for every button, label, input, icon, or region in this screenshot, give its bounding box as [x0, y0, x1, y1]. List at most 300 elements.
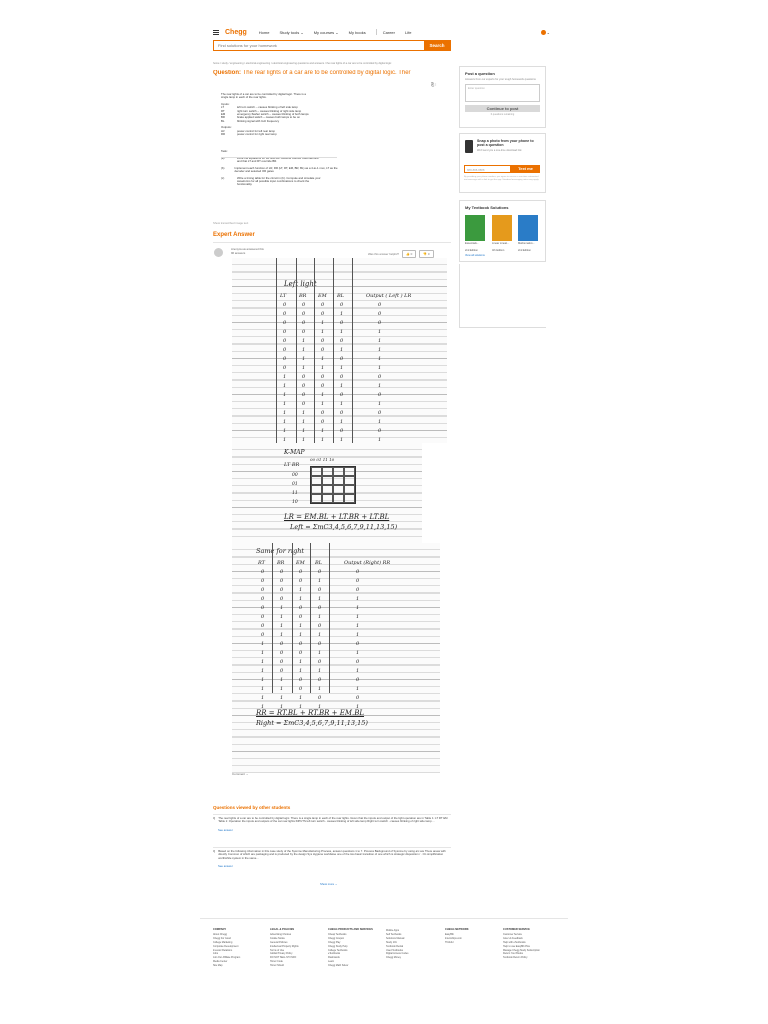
table-cell: 0	[283, 356, 287, 362]
upvote-count: 0	[410, 252, 413, 256]
footer-link[interactable]: Site Map	[213, 964, 223, 968]
table-cell: 1	[321, 428, 325, 434]
table-cell: 1	[302, 410, 306, 416]
table-rule	[314, 258, 315, 443]
table-cell: 1	[261, 677, 265, 683]
thumbs-up-button[interactable]	[402, 250, 416, 258]
thumbs-up-icon: 👍	[406, 252, 410, 256]
table-cell: 1	[378, 338, 382, 344]
footer-link[interactable]: Advertising Choices	[270, 932, 292, 936]
table-cell: 1	[378, 347, 382, 353]
table-cell: 1	[302, 356, 306, 362]
divider	[213, 242, 451, 243]
footer-heading: CHEGG NETWORK	[445, 928, 469, 931]
kmap-grid	[310, 466, 356, 504]
footer-link[interactable]: Terms of Use	[270, 948, 285, 952]
footer-link[interactable]: Jobs	[213, 952, 219, 956]
outputs-label: Outputs:	[221, 125, 232, 130]
task-text: functionality.	[237, 182, 253, 187]
table-cell: 0	[280, 569, 284, 575]
table-rule	[333, 258, 334, 443]
nav-life[interactable]: Life	[405, 29, 412, 35]
footer-link[interactable]: Return Your Books	[503, 952, 523, 956]
kmap-cell	[333, 494, 344, 503]
table-cell: 1	[356, 632, 360, 638]
footer-link[interactable]: Chegg For Good	[213, 936, 231, 940]
thumbs-down-icon: 👎	[423, 252, 428, 256]
book-cover[interactable]	[465, 215, 485, 241]
table-cell: 0	[378, 428, 382, 434]
table-cell: 0	[378, 302, 382, 308]
input-desc: left turn switch -- causes blinking of left side lamp	[237, 105, 298, 110]
kmap-row: 11	[292, 491, 298, 496]
table-cell: 0	[261, 623, 265, 629]
footer-link[interactable]: College Textbooks	[328, 948, 348, 952]
table-cell: 0	[299, 677, 303, 683]
footer-link[interactable]: Mobile Apps	[386, 929, 400, 932]
nav-career[interactable]: Career	[382, 29, 395, 35]
table-cell: 1	[321, 365, 325, 371]
right-equation: RR = RT.BL + RT.BR + EM.BL	[256, 709, 365, 717]
table-cell: 1	[280, 623, 284, 629]
table-cell: 1	[340, 311, 344, 317]
table-cell: 0	[356, 659, 360, 665]
table-cell: 0	[378, 410, 382, 416]
input-desc: brake applied switch -- causes both lamps to be on	[237, 115, 300, 120]
table-cell: 1	[318, 704, 322, 710]
kmap-cell	[311, 476, 322, 485]
thumbs-down-button[interactable]	[419, 250, 433, 258]
table-cell: 0	[283, 365, 287, 371]
table-cell: 1	[302, 365, 306, 371]
task-text: Write a timing table for the circuit in (b). Compute and simulate your	[237, 175, 321, 180]
phone-icon	[465, 140, 473, 153]
table-cell: 1	[321, 356, 325, 362]
table-cell: 0	[261, 614, 265, 620]
footer-link[interactable]: Help with eTextbooks	[503, 940, 526, 944]
viewed-question-text[interactable]: Based on the following information in this case study of the Sysnme Manufacturing Process, answer questions 1 to 7. Process Background of Sysnme by using a/c are There areas with directly Common of which are packaging and is produced by the design Sys Hygiene worldwise one of the two basic transition of one which is strategic disposition r . On simplification worthwhile system in the same...	[218, 849, 446, 860]
task-row	[221, 177, 341, 187]
input-code: RT	[221, 108, 225, 113]
footer-link[interactable]: Help to use EasyBib Plus	[503, 944, 530, 948]
comment-link[interactable]: Comment ⌄	[232, 772, 249, 776]
table-cell: 1	[340, 365, 344, 371]
divider	[221, 157, 337, 158]
table-cell: 1	[356, 623, 360, 629]
chegg-logo[interactable]: Chegg	[225, 28, 247, 36]
task-code: (c)	[221, 175, 225, 180]
inputs-label: Inputs:	[221, 101, 230, 106]
table-cell: 0	[302, 311, 306, 317]
kmap-cell	[344, 476, 355, 485]
table-rule	[276, 258, 277, 443]
table-cell: 1	[340, 347, 344, 353]
footer-link[interactable]: Intellectual Property Rights	[270, 944, 299, 948]
table-cell: 0	[280, 596, 284, 602]
footer-column	[503, 928, 540, 960]
footer-link[interactable]: Global Privacy Policy	[270, 952, 293, 956]
kmap-cell	[344, 467, 355, 476]
book-caption	[465, 242, 489, 252]
table-cell: 1	[378, 356, 382, 362]
table-header-cell: BR	[277, 560, 285, 566]
viewed-question-text[interactable]: The rear lights of a car are to be controlled by digital logic. There is a single lamp in each of the rear lights. Given that the inputs and output of the light operation are in Table 1: LT RT EM Table 1: Operation the inputs and outputs of the car rear lights INPUTS left turn switch - causes blinking of left side lamp Right turn switch - causes blinking of right side lamp ...	[218, 816, 448, 824]
table-cell: 0	[340, 356, 344, 362]
table-cell: 0	[299, 605, 303, 611]
account-menu[interactable]	[541, 29, 550, 35]
table-cell: 1	[261, 668, 265, 674]
table-cell: 1	[302, 347, 306, 353]
book-cover[interactable]	[518, 215, 538, 241]
question-intro-2: single lamp in each of the rear lights.	[221, 95, 267, 100]
table-cell: 0	[321, 410, 325, 416]
kmap-label: K-MAP	[284, 449, 305, 456]
table-cell: 1	[340, 437, 344, 443]
question-input[interactable]: Enter question	[465, 84, 540, 102]
table-cell: 0	[378, 311, 382, 317]
table-cell: 0	[302, 401, 306, 407]
post-question-card	[459, 66, 546, 128]
downvote-count: 0	[427, 252, 430, 256]
table-cell: 0	[299, 578, 303, 584]
table-header-cell: RT	[258, 560, 266, 566]
table-cell: 1	[283, 419, 287, 425]
table-cell: 0	[280, 578, 284, 584]
search-input[interactable]	[214, 41, 424, 50]
footer-link[interactable]: Textbook Rental	[386, 944, 404, 948]
table-cell: 0	[340, 374, 344, 380]
footer-heading: CUSTOMER SERVICE	[503, 928, 530, 931]
chevron-down-icon: ⌄	[546, 29, 550, 35]
table-cell: 1	[356, 605, 360, 611]
table-cell: 0	[283, 302, 287, 308]
table-cell: 0	[356, 569, 360, 575]
table-cell: 0	[321, 338, 325, 344]
question-label: Question:	[213, 70, 241, 76]
nav-divider	[376, 29, 377, 35]
input-row	[221, 120, 341, 123]
textbook-solutions-card	[459, 200, 546, 262]
footer-link[interactable]: Learn	[328, 960, 335, 964]
table-cell: 1	[340, 401, 344, 407]
right-title: Same for right	[256, 547, 305, 555]
avatar-icon	[541, 30, 546, 35]
input-code: BR	[221, 115, 225, 120]
table-cell: 0	[356, 695, 360, 701]
table-cell: 0	[318, 641, 322, 647]
footer-link[interactable]: Study 101	[386, 940, 397, 944]
footer-link[interactable]: Chegg Money	[386, 956, 401, 960]
table-cell: 0	[261, 596, 265, 602]
table-header-cell: BL	[315, 560, 322, 566]
table-rule	[292, 543, 293, 693]
table-cell: 1	[378, 365, 382, 371]
left-minterms: Left = ΣmC3,4,5,6,7,9,11,13,15)	[290, 523, 398, 531]
top-header	[213, 26, 553, 38]
table-cell: 1	[340, 419, 344, 425]
table-cell: 0	[318, 569, 322, 575]
table-cell: 1	[356, 596, 360, 602]
footer-link[interactable]: Corporate Development	[213, 944, 239, 948]
kmap-cell	[322, 494, 333, 503]
footer-link[interactable]: Give Us Feedback	[503, 936, 523, 940]
table-cell: 1	[261, 659, 265, 665]
kmap-cell	[322, 485, 333, 494]
footer-link[interactable]: eTextbooks	[328, 952, 341, 956]
text-me-button[interactable]: Text me	[511, 165, 540, 173]
bookmark-icon[interactable]: ⎘	[431, 82, 435, 87]
footer-link[interactable]: Join Our Affiliate Program	[213, 956, 241, 960]
table-cell: 1	[321, 392, 325, 398]
footer-link[interactable]: General Policies	[270, 940, 288, 944]
textbook-title: My Textbook Solutions	[465, 205, 509, 210]
table-cell: 1	[340, 383, 344, 389]
table-cell: 1	[283, 428, 287, 434]
footer-link[interactable]: Cheap Textbooks	[328, 932, 347, 936]
table-cell: 1	[378, 401, 382, 407]
table-rule	[272, 543, 273, 693]
table-cell: 0	[283, 347, 287, 353]
answer-image-right-table	[232, 543, 440, 773]
footer-link[interactable]: Chegg Study Help	[328, 944, 348, 948]
table-cell: 0	[356, 677, 360, 683]
table-rule	[352, 258, 353, 443]
footer-link[interactable]: Honor Shield	[270, 964, 284, 968]
footer-link[interactable]: Internships.com	[445, 936, 462, 940]
footer-link[interactable]: College Marketing	[213, 940, 233, 944]
table-cell: 0	[261, 632, 265, 638]
table-cell: 0	[340, 410, 344, 416]
footer-link[interactable]: About Chegg	[213, 932, 227, 936]
post-title: Post a question	[465, 71, 495, 76]
footer-link[interactable]: Textbook Return Policy	[503, 956, 528, 960]
book-title: Essentials...	[465, 242, 479, 245]
share-icon[interactable]: ⋮	[435, 82, 437, 87]
viewed-question-row	[213, 850, 451, 860]
show-transcribed-link[interactable]: Show transcribed image text	[213, 221, 249, 225]
table-cell: 1	[299, 668, 303, 674]
task-row	[221, 167, 341, 174]
table-cell: 1	[318, 596, 322, 602]
output-desc: power control for right rear lamp	[237, 132, 277, 137]
table-cell: 0	[321, 302, 325, 308]
table-cell: 1	[261, 641, 265, 647]
table-cell: 1	[299, 632, 303, 638]
kmap-cell	[344, 485, 355, 494]
footer-link[interactable]: Chegg Coupon	[328, 936, 345, 940]
feedback-prompt: Was this answer helpful?	[368, 252, 399, 256]
table-cell: 0	[318, 677, 322, 683]
question-icon: Q	[213, 849, 216, 853]
footer-link[interactable]: Manage Chegg Study Subscription	[503, 948, 540, 952]
question-intro-1: The rear lights of a car are to be controlled by digital logic. There is a	[221, 92, 306, 96]
table-cell: 0	[283, 320, 287, 326]
book-cover[interactable]	[492, 215, 512, 241]
table-cell: 1	[356, 668, 360, 674]
task-text: Implement each function of LR, RR (LT, RT, EM, BR, BL) as a 4-to-1 mux, LT as the decoder and selected OR gates	[234, 165, 338, 174]
sidebar-rule	[459, 327, 546, 328]
footer-heading: LEGAL & POLICIES	[270, 928, 295, 931]
search-bar	[213, 40, 451, 51]
table-cell: 1	[283, 410, 287, 416]
snap-title: Snap a photo from your phone to post a question	[477, 139, 534, 147]
table-cell: 1	[378, 383, 382, 389]
table-cell: 1	[356, 704, 360, 710]
table-cell: 0	[283, 311, 287, 317]
kmap-cell	[333, 467, 344, 476]
table-cell: 0	[340, 338, 344, 344]
phone-number-input[interactable]: 888-888-8888	[464, 165, 511, 173]
footer-link[interactable]: Sell Textbooks	[386, 932, 402, 936]
tasks-label: Task:	[221, 149, 228, 154]
table-cell: 1	[283, 437, 287, 443]
table-cell: 1	[302, 437, 306, 443]
footer-link[interactable]: Honor Code	[270, 960, 283, 964]
table-cell: 0	[302, 320, 306, 326]
table-cell: 0	[283, 329, 287, 335]
table-cell: 1	[378, 437, 382, 443]
table-cell: 1	[318, 578, 322, 584]
footer-column	[386, 928, 408, 960]
table-cell: 0	[321, 374, 325, 380]
left-equation: LR = EM.BL + LT.BR + LT.BL	[284, 513, 390, 521]
table-cell: 0	[261, 587, 265, 593]
input-code: LT	[221, 105, 225, 110]
footer-link[interactable]: DO NOT SELL MY INFO	[270, 956, 297, 960]
viewed-question-row	[213, 817, 451, 824]
table-cell: 1	[280, 614, 284, 620]
kmap-cell	[344, 494, 355, 503]
table-cell: 0	[356, 587, 360, 593]
table-cell: 0	[340, 320, 344, 326]
footer-link[interactable]: Customer Service	[503, 932, 522, 936]
footer-divider	[200, 918, 568, 919]
table-header-cell: LT	[280, 293, 287, 299]
book-edition: 2nd Edition	[518, 249, 531, 252]
footer-link[interactable]: Digital Access Codes	[386, 952, 409, 956]
kmap-cell	[333, 485, 344, 494]
kmap-cell	[322, 476, 333, 485]
table-cell: 1	[280, 704, 284, 710]
question-title	[213, 70, 451, 76]
footer-link[interactable]: Cookie Notice	[270, 936, 285, 940]
table-cell: 1	[280, 632, 284, 638]
table-cell: 1	[321, 329, 325, 335]
table-cell: 0	[280, 587, 284, 593]
nav-home[interactable]: Home	[258, 29, 270, 35]
input-desc: right turn switch -- causes blinking of right side lamp	[237, 108, 302, 113]
table-cell: 0	[340, 392, 344, 398]
table-cell: 1	[280, 605, 284, 611]
kmap-cell	[333, 476, 344, 485]
table-rule	[329, 543, 330, 693]
snap-subtitle: We'll send you a one-time download link	[477, 149, 522, 152]
sidebar-rule	[459, 264, 460, 327]
table-header-cell: BR	[299, 293, 307, 299]
table-cell: 0	[321, 347, 325, 353]
table-cell: 0	[318, 605, 322, 611]
questions-remaining: 0 questions remaining	[490, 113, 515, 116]
footer-link[interactable]: Flashcards	[328, 956, 340, 960]
nav-my-courses[interactable]: My courses ⌄	[313, 29, 339, 35]
table-rule	[310, 543, 311, 693]
table-cell: 0	[299, 641, 303, 647]
kmap-cell	[322, 467, 333, 476]
answerer-name[interactable]: Anonymous answered this	[231, 247, 264, 251]
table-cell: 0	[302, 383, 306, 389]
table-cell: 1	[283, 374, 287, 380]
footer-link[interactable]: Media Center	[213, 960, 228, 964]
table-cell: 1	[299, 659, 303, 665]
question-body	[221, 93, 341, 187]
table-cell: 1	[280, 677, 284, 683]
output-code: RR	[221, 132, 226, 137]
footer-link[interactable]: Thinkful	[445, 940, 454, 944]
table-cell: 0	[321, 383, 325, 389]
post-subtitle: Answers from our experts for your tough homework questions	[465, 78, 536, 81]
kmap-row-labels	[292, 471, 298, 507]
book-edition: 2nd Edition	[465, 249, 478, 252]
footer-link[interactable]: EasyBib	[445, 932, 454, 936]
nav-study-tools[interactable]: Study tools ⌄	[279, 29, 304, 35]
footer-link[interactable]: Chegg Math Solver	[328, 964, 349, 968]
table-cell: 1	[280, 686, 284, 692]
footer-link[interactable]: Investor Relations	[213, 948, 233, 952]
nav-my-books[interactable]: My books	[348, 29, 366, 35]
table-cell: 1	[356, 650, 360, 656]
table-cell: 1	[378, 419, 382, 425]
continue-to-post-button[interactable]: Continue to post	[465, 105, 540, 112]
footer-link[interactable]: Chegg Play	[328, 940, 341, 944]
table-cell: 0	[321, 311, 325, 317]
footer-link[interactable]: Used Textbooks	[386, 948, 403, 952]
table-cell: 0	[280, 641, 284, 647]
book-title: Linear Lineal...	[492, 242, 510, 245]
table-cell: 1	[340, 329, 344, 335]
table-cell: 0	[321, 419, 325, 425]
left-light-title: Left light	[284, 280, 317, 288]
search-button[interactable]: Search	[424, 41, 450, 50]
breadcrumb[interactable]: home / study / engineering / electrical engineering / electrical engineering questions and answers / the rear lights of a car are to be controlled by digital logic	[213, 62, 392, 65]
table-cell: 0	[261, 578, 265, 584]
kmap-row: 00	[292, 473, 298, 478]
table-cell: 1	[261, 686, 265, 692]
table-cell: 0	[318, 623, 322, 629]
show-more-link[interactable]: Show more ⌄	[320, 882, 338, 886]
see-answer-link[interactable]: See answer	[218, 863, 233, 868]
table-header-cell: Output ( Left ) LR	[366, 293, 412, 299]
table-cell: 0	[280, 650, 284, 656]
table-cell: 0	[302, 302, 306, 308]
table-cell: 1	[283, 392, 287, 398]
footer-column	[445, 928, 469, 945]
menu-icon[interactable]	[213, 30, 219, 35]
table-cell: 1	[318, 632, 322, 638]
table-cell: 1	[318, 668, 322, 674]
table-cell: 1	[321, 401, 325, 407]
right-minterms: Right = ΣmC3,4,5,6,7,9,11,13,15)	[256, 719, 368, 727]
input-code: BL	[221, 118, 225, 123]
view-all-solutions-link[interactable]: View all solutions	[465, 254, 485, 257]
footer-link[interactable]: Solutions Manual	[386, 936, 405, 940]
table-cell: 1	[318, 614, 322, 620]
question-icon: Q	[213, 816, 216, 820]
see-answer-link[interactable]: See answer	[218, 827, 233, 832]
input-code: EM	[221, 112, 226, 117]
table-header-cell: EM	[318, 293, 327, 299]
table-cell: 0	[356, 641, 360, 647]
kmap-columns: 00 01 11 10	[310, 457, 335, 462]
